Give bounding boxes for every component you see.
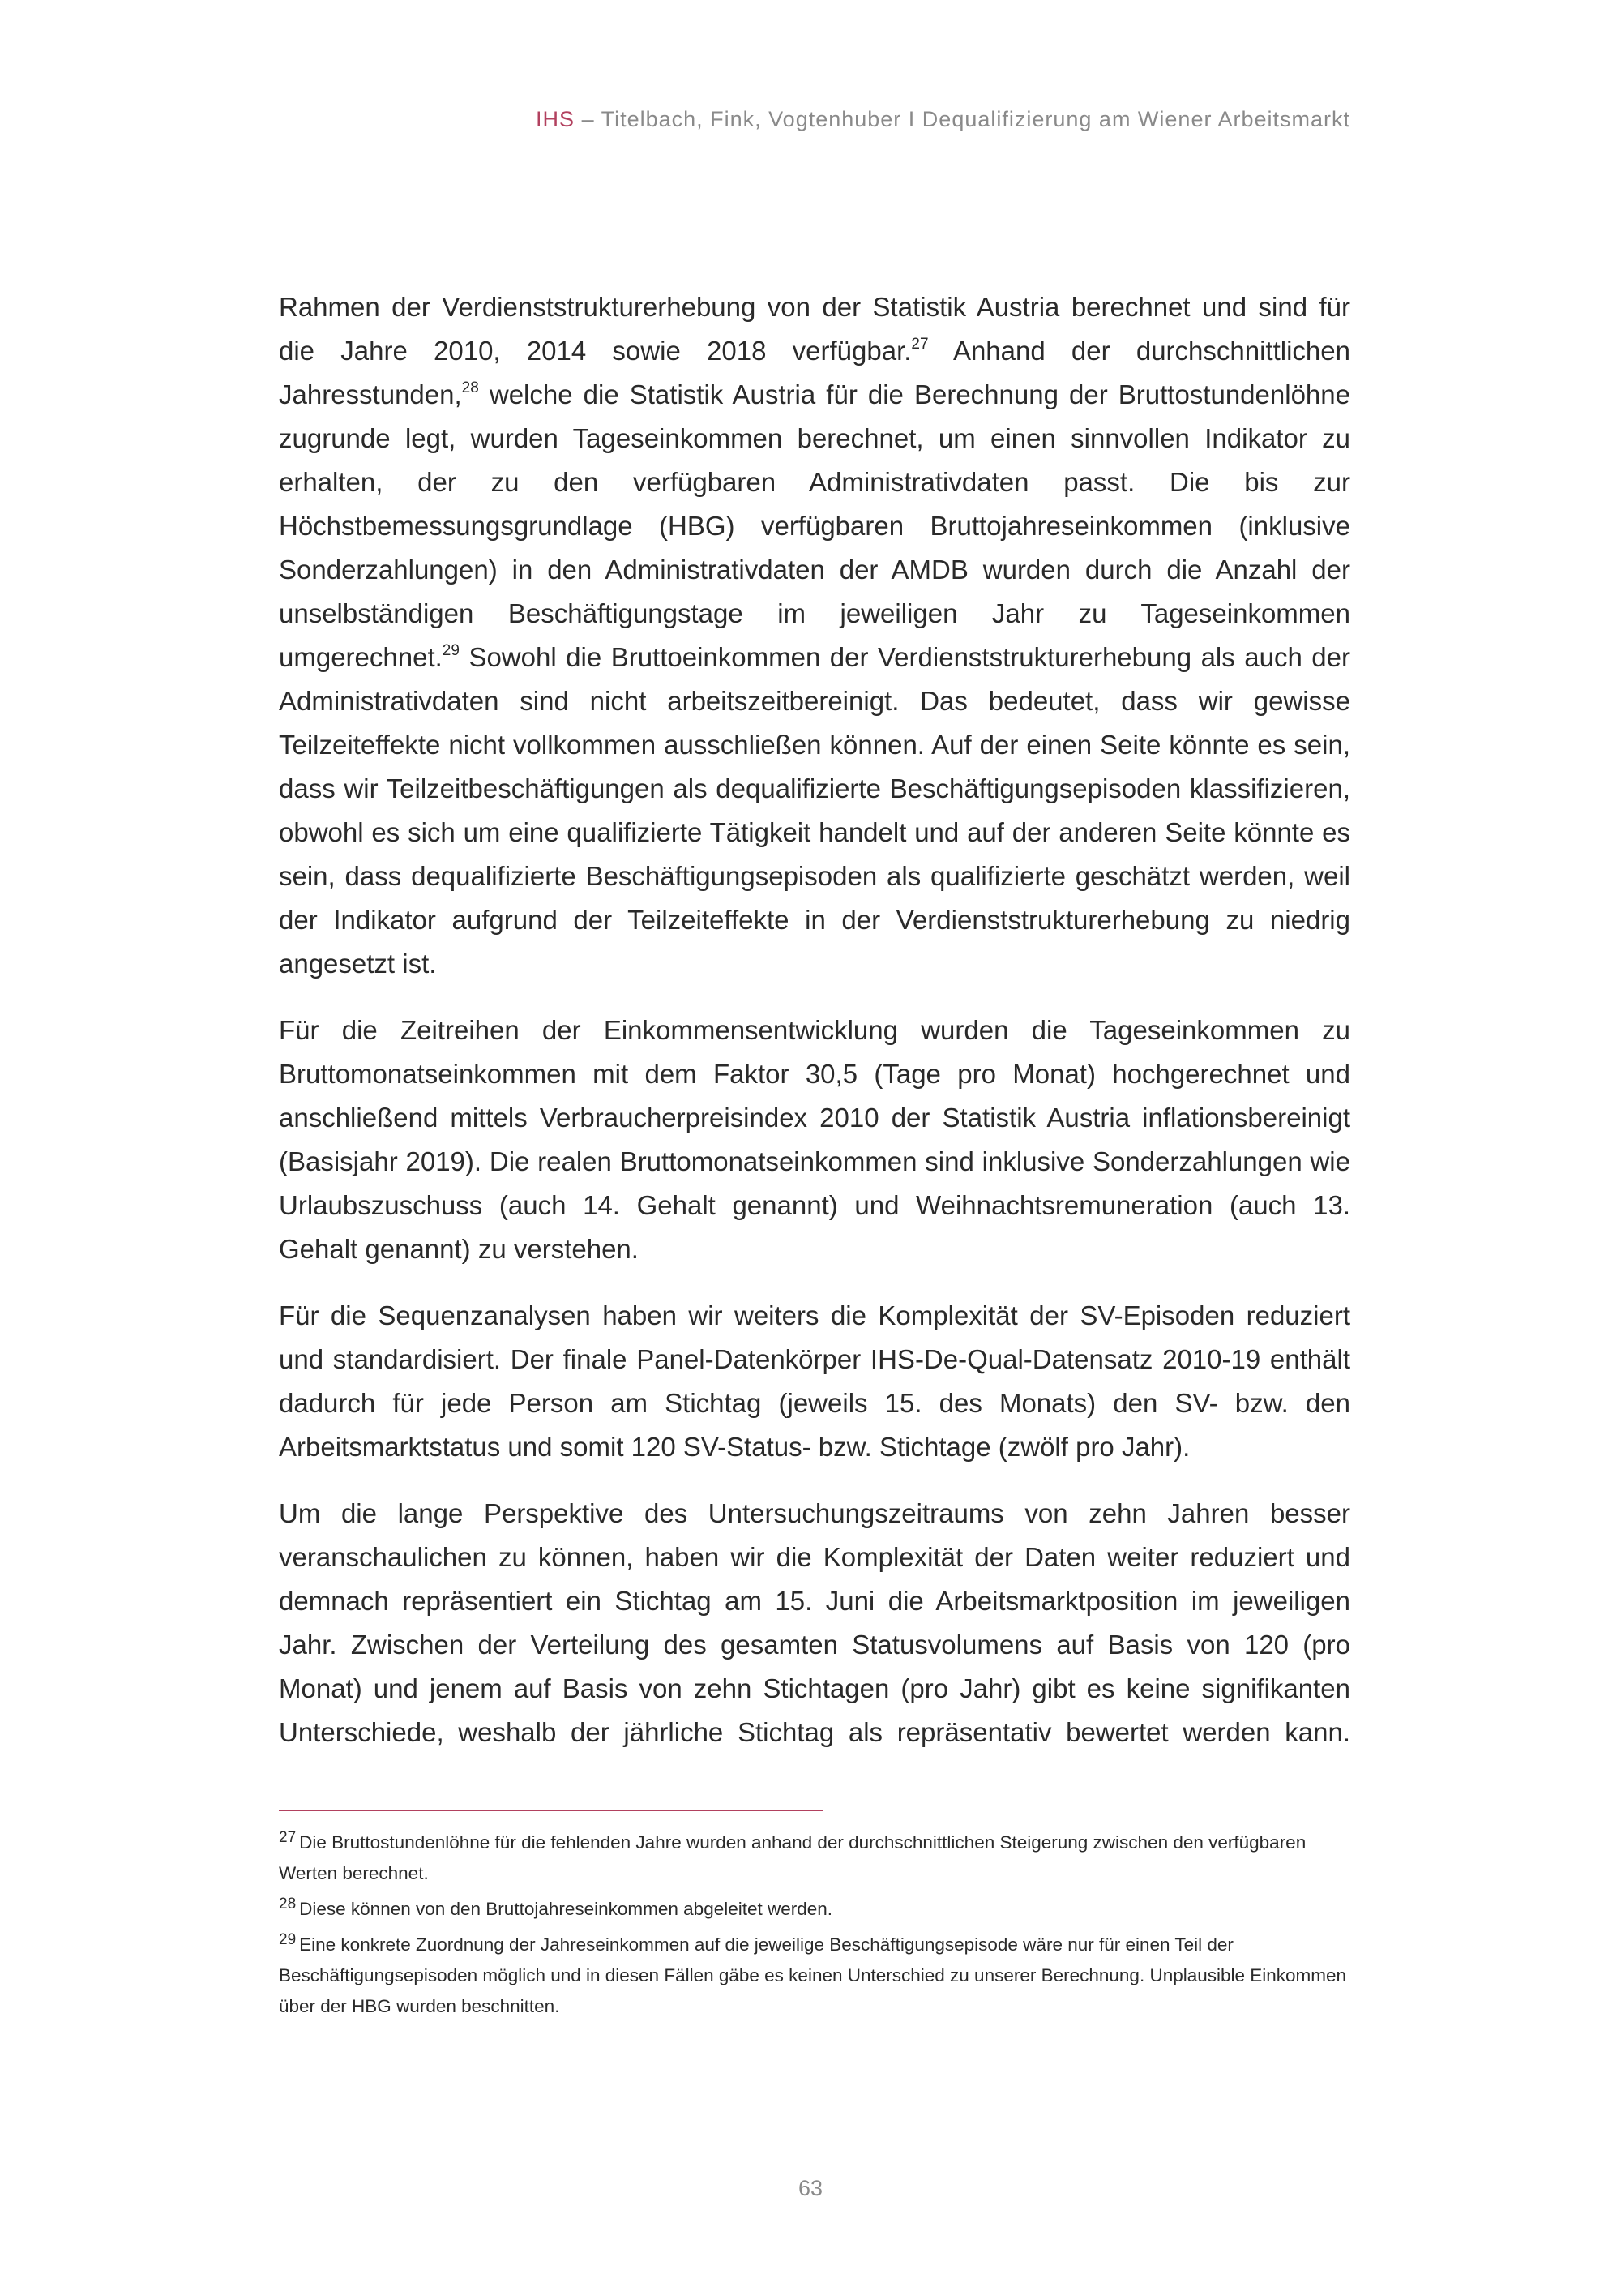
header-brand: IHS (536, 107, 575, 131)
footnote-text: Eine konkrete Zuordnung der Jahreseinkommen auf die jeweilige Beschäftigungsepisode wäre nur für einen Teil der Beschäftigungsepisoden möglich und in diesen Fällen gäbe es keinen Unterschied zu unserer Berechnung. Unplausible Einkommen über der HBG wurden beschnitten. (279, 1934, 1347, 2016)
footnote-text: Diese können von den Bruttojahreseinkommen abgeleitet werden. (299, 1899, 833, 1919)
main-text (279, 285, 1350, 1777)
footnote-number: 27 (279, 1828, 297, 1846)
paragraph-1-part-3: welche die Statistik Austria für die Berechnung der Bruttostundenlöhne zugrunde legt, wurden Tageseinkommen berechnet, um einen sinnvollen Indikator zu erhalten, der zu den verfügbaren Administrativdaten passt. Die bis zur Höchstbemessungsgrundlage (HBG) verfügbaren Bruttojahreseinkommen (inklusive Sonderzahlungen) in den Administrativdaten der AMDB wurden durch die Anzahl der unselbständigen Beschäftigungstage im jeweiligen Jahr zu Tageseinkommen umgerechnet. (279, 379, 1350, 672)
footnote-29 (279, 1930, 1350, 2022)
paragraph-1-part-4: Sowohl die Bruttoeinkommen der Verdienststrukturerhebung als auch der Administrativdaten sind nicht arbeitszeitbereinigt. Das bedeutet, dass wir gewisse Teilzeiteffekte nicht vollkommen ausschließen können. Auf der einen Seite könnte es sein, dass wir Teilzeitbeschäftigungen als dequalifizierte Beschäftigungsepisoden klassifizieren, obwohl es sich um eine qualifizierte Tätigkeit handelt und auf der anderen Seite könnte es sein, dass dequalifizierte Beschäftigungsepisoden als qualifizierte geschätzt werden, weil der Indikator aufgrund der Teilzeiteffekte in der Verdienststrukturerhebung zu niedrig angesetzt ist. (279, 642, 1350, 979)
header-title: – Titelbach, Fink, Vogtenhuber I Dequalifizierung am Wiener Arbeitsmarkt (575, 107, 1350, 131)
footnote-text: Die Bruttostundenlöhne für die fehlenden Jahre wurden anhand der durchschnittlichen Steigerung zwischen den verfügbaren Werten berechnet. (279, 1832, 1307, 1883)
footnote-number: 29 (279, 1930, 297, 1948)
footnote-27 (279, 1827, 1350, 1889)
footnote-28 (279, 1894, 1350, 1925)
paragraph-3: Für die Sequenzanalysen haben wir weiters die Komplexität der SV-Episoden reduziert und standardisiert. Der finale Panel-Datenkörper IHS-De-Qual-Datensatz 2010-19 enthält dadurch für jede Person am Stichtag (jeweils 15. des Monats) den SV- bzw. den Arbeitsmarktstatus und somit 120 SV-Status- bzw. Stichtage (zwölf pro Jahr). (279, 1300, 1350, 1462)
footnotes (279, 1827, 1350, 2027)
footnote-ref-27[interactable]: 27 (911, 336, 929, 353)
paragraph-2: Für die Zeitreihen der Einkommensentwicklung wurden die Tageseinkommen zu Bruttomonatseinkommen mit dem Faktor 30,5 (Tage pro Monat) hochgerechnet und anschließend mittels Verbraucherpreisindex 2010 der Statistik Austria inflationsbereinigt (Basisjahr 2019). Die realen Bruttomonatseinkommen sind inklusive Sonderzahlungen wie Urlaubszuschuss (auch 14. Gehalt genannt) und Weihnachtsremuneration (auch 13. Gehalt genannt) zu verstehen. (279, 1015, 1350, 1264)
paragraph-1-part-2: Anhand der durchschnittlichen Jahresstunden, (279, 336, 1350, 409)
running-header (536, 107, 1350, 132)
footnote-ref-29[interactable]: 29 (442, 642, 460, 659)
footnote-number: 28 (279, 1895, 297, 1913)
paragraph-1-part-1: Rahmen der Verdienststrukturerhebung von der Statistik Austria berechnet und sind für die Jahre 2010, 2014 sowie 2018 verfügbar. (279, 292, 1350, 366)
paragraph-1 (279, 285, 1350, 986)
page-number: 63 (798, 2176, 823, 2200)
footnote-divider (279, 1810, 823, 1811)
paragraph-4: Um die lange Perspektive des Untersuchungszeitraums von zehn Jahren besser veranschaulichen zu können, haben wir die Komplexität der Daten weiter reduziert und demnach repräsentiert ein Stichtag am 15. Juni die Arbeitsmarktposition im jeweiligen Jahr. Zwischen der Verteilung des gesamten Statusvolumens auf Basis von 120 (pro Monat) und jenem auf Basis von zehn Stichtagen (pro Jahr) gibt es keine signifikanten Unterschiede, weshalb der jährliche Stichtag als repräsentativ bewertet werden kann. (279, 1498, 1350, 1747)
footnote-ref-28[interactable]: 28 (461, 379, 479, 396)
